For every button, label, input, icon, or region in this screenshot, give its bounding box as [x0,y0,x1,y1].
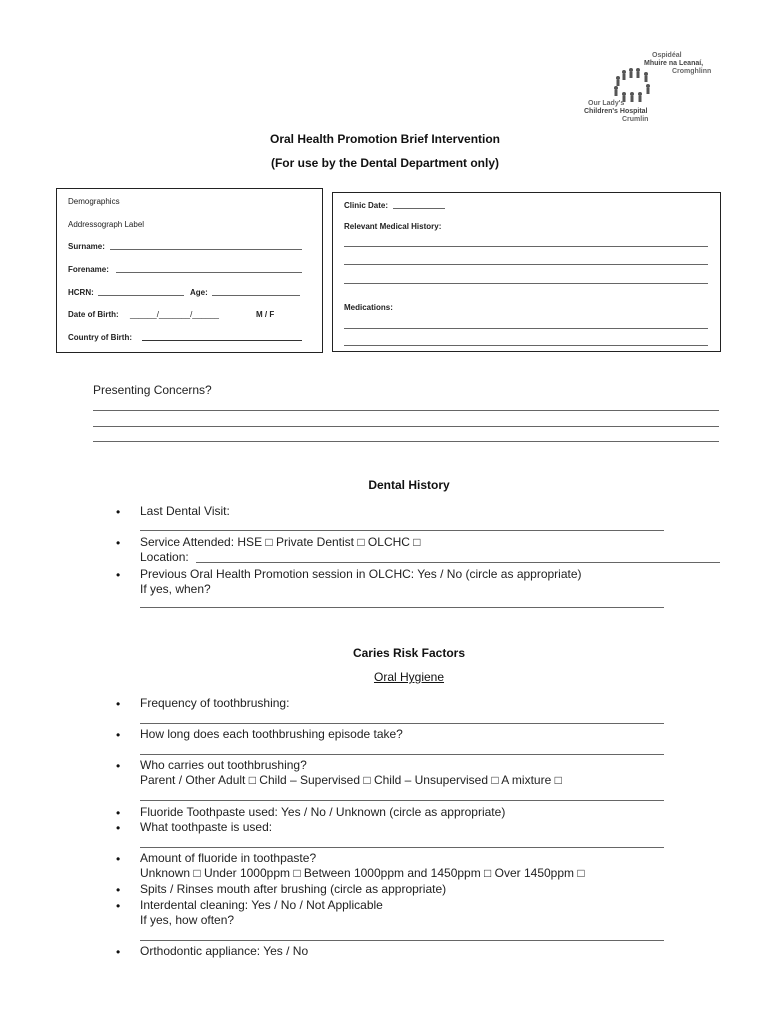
bullet: • [116,852,121,866]
how-often-field[interactable] [140,940,664,941]
forename-label: Forename: [68,265,109,274]
page-subtitle: (For use by the Dental Department only) [270,156,500,170]
orthodontic-appliance[interactable]: Orthodontic appliance: Yes / No [140,944,309,958]
surname-label: Surname: [68,242,105,251]
bullet: • [116,945,121,959]
what-toothpaste-label: What toothpaste is used: [140,820,273,834]
logo-line-5: Children's Hospital [584,108,648,115]
if-yes-when-field[interactable] [140,607,664,608]
medications-line[interactable] [344,345,708,346]
presenting-concerns-line[interactable] [93,441,719,442]
age-label: Age: [190,288,208,297]
who-options[interactable]: Parent / Other Adult □ Child – Supervised □ Child – Unsupervised □ A mixture □ [140,773,562,787]
bullet: • [116,505,121,519]
who-label: Who carries out toothbrushing? [140,758,307,772]
location-field[interactable] [196,562,720,563]
caries-heading: Caries Risk Factors [352,646,466,660]
what-toothpaste-field[interactable] [140,847,664,848]
bullet: • [116,536,121,550]
medical-history-line[interactable] [344,246,708,247]
logo-line-6: Crumlin [622,116,649,123]
spits-rinses[interactable]: Spits / Rinses mouth after brushing (circle as appropriate) [140,882,447,896]
bullet: • [116,568,121,582]
logo-line-1: Ospidéal [652,52,682,59]
location-label: Location: [140,550,189,564]
bullet: • [116,728,121,742]
hospital-logo [576,48,726,130]
bullet: • [116,883,121,897]
previous-session[interactable]: Previous Oral Health Promotion session in OLCHC: Yes / No (circle as appropriate) [140,567,582,581]
service-attended[interactable]: Service Attended: HSE □ Private Dentist □ OLCHC □ [140,535,421,549]
logo-line-3: Cromghlinn [672,68,712,75]
bullet: • [116,899,121,913]
demographics-heading: Demographics [68,197,120,206]
presenting-concerns-line[interactable] [93,426,719,427]
medical-history-line[interactable] [344,283,708,284]
surname-field[interactable] [110,249,302,250]
how-long-label: How long does each toothbrushing episode take? [140,727,403,741]
amount-fluoride-options[interactable]: Unknown □ Under 1000ppm □ Between 1000ppm and 1450ppm □ Over 1450ppm □ [140,866,585,880]
how-long-field[interactable] [140,754,664,755]
dob-label: Date of Birth: [68,310,119,319]
frequency-field[interactable] [140,723,664,724]
bullet: • [116,697,121,711]
who-field[interactable] [140,800,664,801]
amount-fluoride-label: Amount of fluoride in toothpaste? [140,851,317,865]
presenting-concerns-line[interactable] [93,410,719,411]
fluoride-toothpaste[interactable]: Fluoride Toothpaste used: Yes / No / Unknown (circle as appropriate) [140,805,506,819]
sex-options[interactable]: M / F [256,310,275,319]
bullet: • [116,759,121,773]
frequency-label: Frequency of toothbrushing: [140,696,290,710]
hcrn-field[interactable] [98,295,184,296]
how-often-label: If yes, how often? [140,913,235,927]
medical-history-label: Relevant Medical History: [344,222,442,231]
medical-history-line[interactable] [344,264,708,265]
addressograph-label: Addressograph Label [68,220,145,229]
age-field[interactable] [212,295,300,296]
oral-hygiene-subheading-wrap [24,670,770,684]
forename-field[interactable] [116,272,302,273]
logo-line-4: Our Lady's [588,100,625,107]
last-visit-field[interactable] [140,530,664,531]
if-yes-when-label: If yes, when? [140,582,211,596]
country-field[interactable] [142,340,302,341]
dob-field[interactable]: ______/_______/______ [130,310,219,319]
logo-line-2: Mhuire na Leanaí, [644,60,704,67]
country-label: Country of Birth: [68,333,132,342]
last-visit-label: Last Dental Visit: [140,504,230,518]
interdental-cleaning[interactable]: Interdental cleaning: Yes / No / Not Applicable [140,898,383,912]
bullet: • [116,806,121,820]
clinic-date-field[interactable] [393,208,445,209]
page-title: Oral Health Promotion Brief Intervention [269,132,501,146]
clinic-date-label: Clinic Date: [344,201,389,210]
medications-label: Medications: [344,303,393,312]
bullet: • [116,821,121,835]
presenting-concerns-label: Presenting Concerns? [93,383,212,397]
oral-hygiene-subheading: Oral Hygiene [373,670,445,684]
hcrn-label: HCRN: [68,288,94,297]
dental-history-heading: Dental History [368,478,450,492]
medications-line[interactable] [344,328,708,329]
